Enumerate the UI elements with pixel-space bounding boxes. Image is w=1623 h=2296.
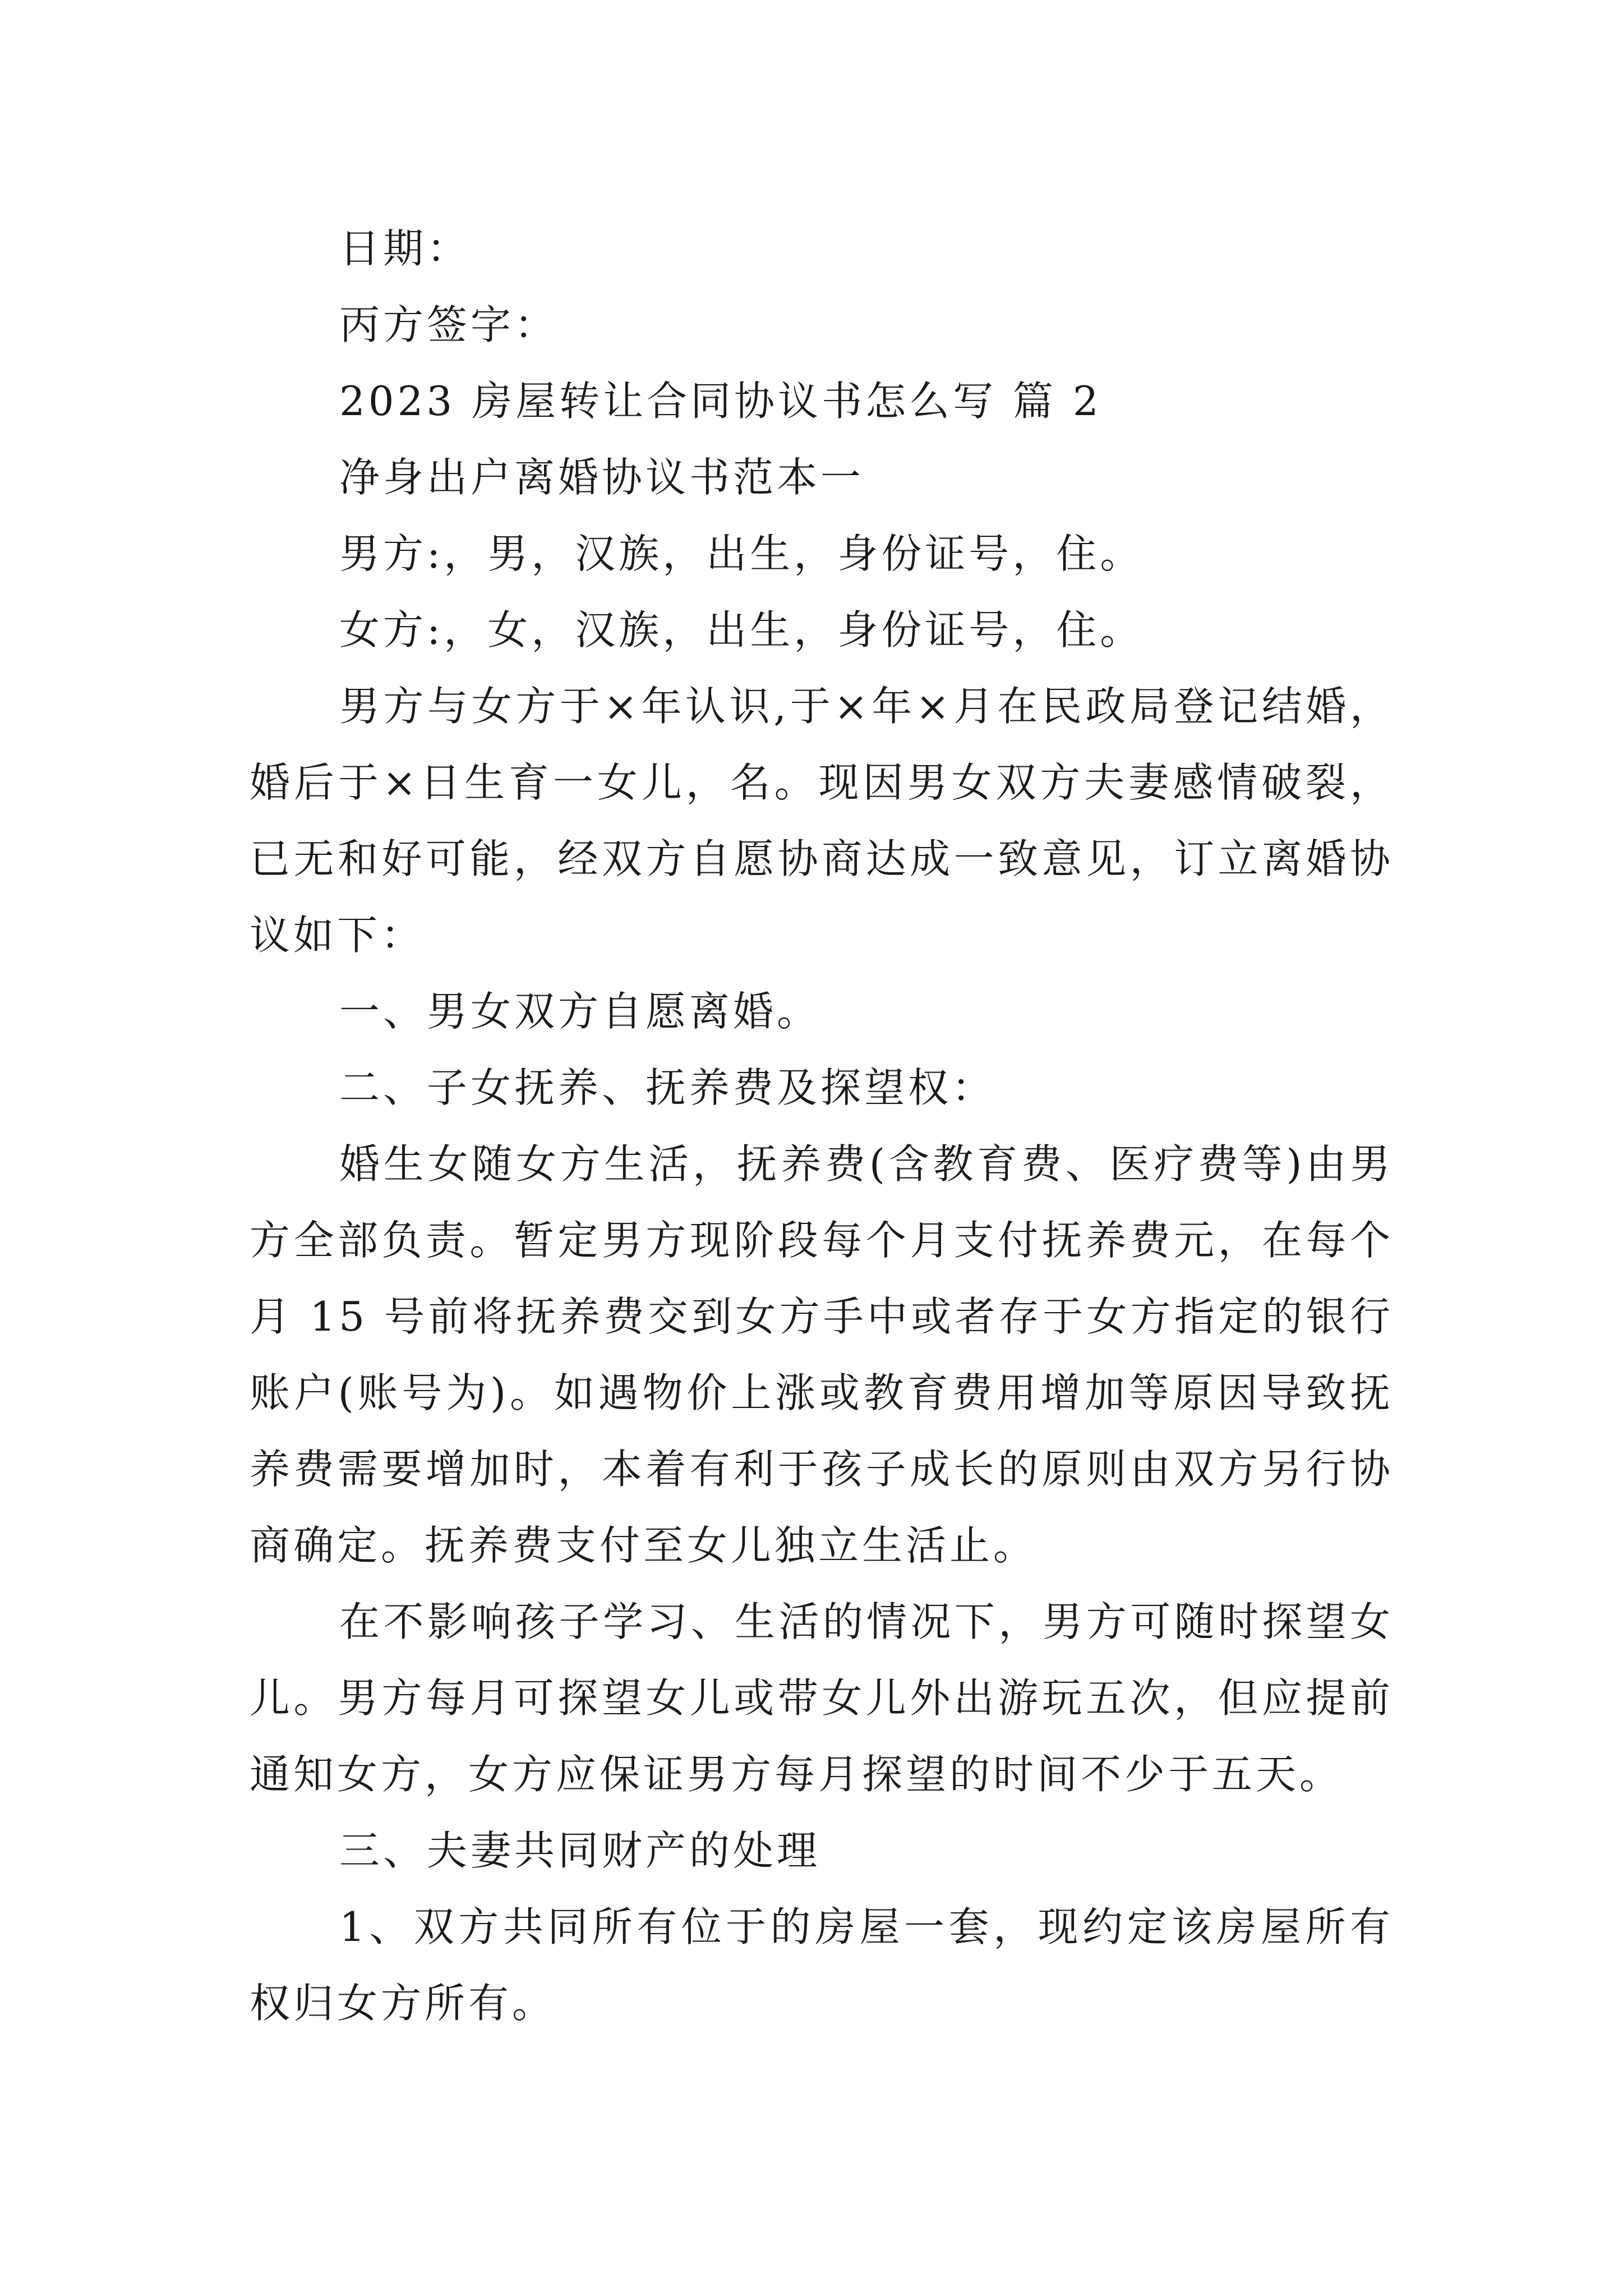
- visitation-paragraph: 在不影响孩子学习、生活的情况下，男方可随时探望女儿。男方每月可探望女儿或带女儿外出游玩五次，但应提前通知女方，女方应保证男方每月探望的时间不少于五天。: [250, 1598, 1394, 1798]
- clause-three-heading: 三、夫妻共同财产的处理: [339, 1827, 821, 1874]
- date-line: 日期：: [339, 225, 471, 272]
- document-body: [250, 210, 1394, 2041]
- property-clause-one: 1、双方共同所有位于的房屋一套，现约定该房屋所有权归女方所有。: [250, 1903, 1394, 2027]
- section-heading: 2023 房屋转让合同协议书怎么写 篇 2: [339, 378, 1102, 425]
- male-party-info: 男方:，男，汉族，出生，身份证号，住。: [339, 530, 1144, 577]
- child-support-paragraph: 婚生女随女方生活，抚养费(含教育费、医疗费等)由男方全部负责。暂定男方现阶段每个月支付抚养费元，在每个月 15 号前将抚养费交到女方手中或者存于女方指定的银行账户(账号为)。如遇物价上涨或教育费用增加等原因导致抚养费需要增加时，本着有利于孩子成长的原则由双方另行协商确定。抚养费支付至女儿独立生活止。: [250, 1140, 1394, 1569]
- clause-one: 一、男女双方自愿离婚。: [339, 988, 821, 1035]
- party-c-signature-line: 丙方签字：: [339, 301, 559, 348]
- female-party-info: 女方:，女，汉族，出生，身份证号，住。: [339, 606, 1144, 654]
- intro-paragraph: 男方与女方于×年认识,于×年×月在民政局登记结婚，婚后于×日生育一女儿，名。现因男女双方夫妻感情破裂，已无和好可能，经双方自愿协商达成一致意见，订立离婚协议如下：: [250, 683, 1394, 959]
- clause-two-heading: 二、子女抚养、抚养费及探望权：: [339, 1064, 996, 1111]
- template-title: 净身出户离婚协议书范本一: [339, 454, 865, 501]
